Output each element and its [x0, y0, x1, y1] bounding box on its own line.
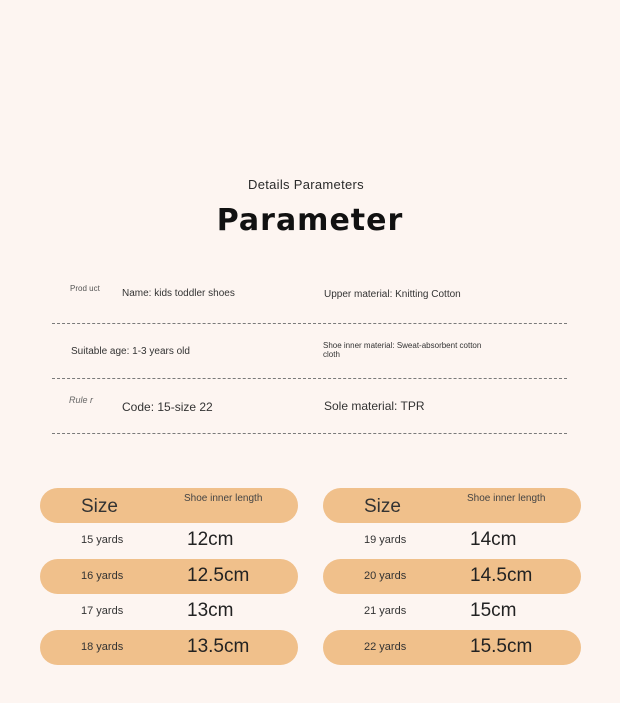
length-cell: 15.5cm	[470, 636, 533, 657]
yards-cell: 20 yards	[364, 570, 407, 582]
length-cell: 12cm	[187, 529, 234, 550]
details-subtitle: Details Parameters	[248, 177, 364, 192]
length-cell: 13.5cm	[187, 636, 250, 657]
yards-cell: 15 yards	[81, 534, 124, 546]
size-header: Size	[81, 496, 118, 517]
length-cell: 13cm	[187, 600, 234, 621]
yards-cell: 21 yards	[364, 605, 407, 617]
table-row	[323, 523, 581, 559]
yards-cell: 19 yards	[364, 534, 407, 546]
product-label: Prod uct	[70, 284, 100, 293]
size-table-right	[323, 488, 581, 665]
inner-length-header: Shoe inner length	[467, 493, 546, 504]
inner-material-value: Shoe inner material: Sweat-absorbent cotton cloth	[323, 341, 482, 359]
yards-cell: 22 yards	[364, 641, 407, 653]
yards-cell: 18 yards	[81, 641, 124, 653]
inner-length-header: Shoe inner length	[184, 493, 263, 504]
table-row	[40, 559, 298, 594]
length-cell: 15cm	[470, 600, 517, 621]
size-header: Size	[364, 496, 401, 517]
param-row-1	[52, 270, 567, 324]
table-header	[323, 488, 581, 523]
page-title: Parameter	[216, 203, 404, 238]
yards-cell: 16 yards	[81, 570, 124, 582]
yards-cell: 17 yards	[81, 605, 124, 617]
upper-material-value: Upper material: Knitting Cotton	[324, 289, 461, 300]
parameter-list	[52, 270, 567, 434]
name-value: Name: kids toddler shoes	[122, 288, 235, 299]
length-cell: 12.5cm	[187, 565, 250, 586]
table-row	[323, 559, 581, 594]
suitable-age-value: Suitable age: 1-3 years old	[71, 346, 190, 357]
code-value: Code: 15-size 22	[122, 400, 213, 414]
length-cell: 14.5cm	[470, 565, 533, 586]
rule-label: Rule r	[69, 395, 94, 405]
table-row	[323, 594, 581, 630]
size-table-left	[40, 488, 298, 665]
dashed-divider	[52, 433, 567, 434]
sole-material-value: Sole material: TPR	[324, 399, 425, 413]
length-cell: 14cm	[470, 529, 517, 550]
param-row-3	[52, 379, 567, 434]
table-row	[323, 630, 581, 665]
table-row	[40, 594, 298, 630]
table-header	[40, 488, 298, 523]
table-row	[40, 523, 298, 559]
param-row-2	[52, 324, 567, 379]
table-row	[40, 630, 298, 665]
